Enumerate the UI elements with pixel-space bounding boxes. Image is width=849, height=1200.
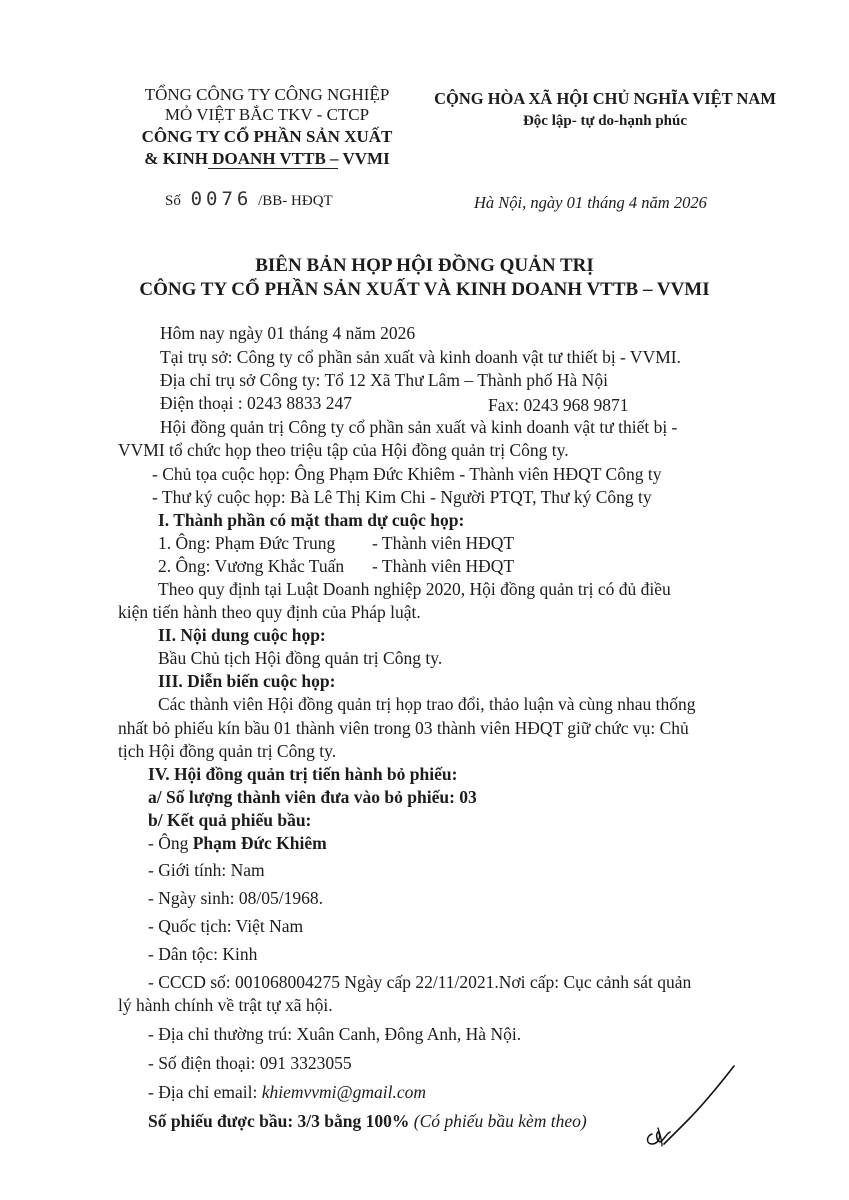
parent-company-line-2: MỎ VIỆT BẮC TKV - CTCP xyxy=(164,105,370,124)
vote-count-line xyxy=(148,1109,587,1133)
company-fax: Fax: 0243 968 9871 xyxy=(488,395,629,415)
vote-member-count: a/ Số lượng thành viên đưa vào bỏ phiếu: 03 xyxy=(148,787,477,807)
meeting-secretary: - Thư ký cuộc họp: Bà Lê Thị Kim Chi - Người PTQT, Thư ký Công ty xyxy=(152,487,652,507)
section-3-heading: III. Diễn biến cuộc họp: xyxy=(158,671,336,691)
handwritten-initial-mark xyxy=(640,1060,750,1150)
member-2-name: 2. Ông: Vương Khắc Tuấn xyxy=(158,556,345,576)
candidate-email-line xyxy=(148,1080,426,1104)
company-name-line-2: & KINH DOANH VTTB – VVMI xyxy=(144,149,390,168)
document-number-prefix: Số xyxy=(165,193,181,209)
candidate-email-label: - Địa chỉ email: xyxy=(148,1082,262,1102)
national-title: CỘNG HÒA XÃ HỘI CHỦ NGHĨA VIỆT NAM xyxy=(434,89,776,108)
meeting-date: Hôm nay ngày 01 tháng 4 năm 2026 xyxy=(160,323,416,343)
vote-results-heading: b/ Kết quả phiếu bầu: xyxy=(148,810,312,830)
convene-statement-line-1: Hội đồng quản trị Công ty cổ phần sản xuất và kinh doanh vật tư thiết bị - xyxy=(160,417,678,437)
candidate-id-line-2: lý hành chính về trật tự xã hội. xyxy=(118,995,333,1015)
place-date: Hà Nội, ngày 01 tháng 4 năm 2026 xyxy=(474,193,707,212)
candidate-birth-date: - Ngày sinh: 08/05/1968. xyxy=(148,888,323,908)
section-3-paragraph-line-2: nhất bỏ phiếu kín bầu 01 thành viên trong 03 thành viên HĐQT giữ chức vụ: Chủ xyxy=(118,718,689,738)
section-2-content: Bầu Chủ tịch Hội đồng quản trị Công ty. xyxy=(158,648,443,668)
candidate-line xyxy=(148,831,327,855)
company-name-underline xyxy=(208,168,338,169)
candidate-id-line-1: - CCCD số: 001068004275 Ngày cấp 22/11/2021.Nơi cấp: Cục cảnh sát quản xyxy=(148,972,692,992)
candidate-name: Phạm Đức Khiêm xyxy=(192,833,327,853)
candidate-prefix: - Ông xyxy=(148,833,193,853)
vote-count-note: (Có phiếu bầu kèm theo) xyxy=(409,1111,587,1131)
document-number-value: 0076 xyxy=(190,188,253,210)
section-3-paragraph-line-1: Các thành viên Hội đồng quản trị họp trao đổi, thảo luận và cùng nhau thống xyxy=(158,694,696,714)
quorum-statement-line-2: kiện tiến hành theo quy định của Pháp luật. xyxy=(118,602,421,622)
candidate-nationality: - Quốc tịch: Việt Nam xyxy=(148,916,304,936)
candidate-phone: - Số điện thoại: 091 3323055 xyxy=(148,1053,352,1073)
convene-statement-line-2: VVMI tổ chức họp theo triệu tập của Hội đồng quản trị Công ty. xyxy=(118,440,569,460)
company-name-line-1: CÔNG TY CỔ PHẦN SẢN XUẤT xyxy=(141,127,393,146)
document-number-suffix: /BB- HĐQT xyxy=(258,193,333,209)
section-1-heading: I. Thành phần có mặt tham dự cuộc họp: xyxy=(158,510,465,530)
national-motto: Độc lập- tự do-hạnh phúc xyxy=(522,113,688,129)
parent-company-line-1: TỔNG CÔNG TY CÔNG NGHIỆP xyxy=(144,85,390,104)
section-4-heading: IV. Hội đồng quản trị tiến hành bỏ phiếu: xyxy=(148,764,458,784)
section-2-heading: II. Nội dung cuộc họp: xyxy=(158,625,326,645)
document-title-line-1: BIÊN BẢN HỌP HỘI ĐỒNG QUẢN TRỊ xyxy=(255,255,594,276)
candidate-ethnicity: - Dân tộc: Kinh xyxy=(148,944,258,964)
vote-count-result: Số phiếu được bầu: 3/3 bằng 100% xyxy=(148,1111,410,1131)
document-title-line-2: CÔNG TY CỔ PHẦN SẢN XUẤT VÀ KINH DOANH VTTB – VVMI xyxy=(139,279,710,300)
meeting-location: Tại trụ sở: Công ty cổ phần sản xuất và kinh doanh vật tư thiết bị - VVMI. xyxy=(160,347,681,367)
candidate-gender: - Giới tính: Nam xyxy=(148,860,265,880)
company-phone: Điện thoại : 0243 8833 247 xyxy=(160,393,352,413)
section-3-paragraph-line-3: tịch Hội đồng quản trị Công ty. xyxy=(118,741,337,761)
quorum-statement-line-1: Theo quy định tại Luật Doanh nghiệp 2020, Hội đồng quản trị có đủ điều xyxy=(158,579,671,599)
member-1-name: 1. Ông: Phạm Đức Trung xyxy=(158,533,336,553)
meeting-chair: - Chủ tọa cuộc họp: Ông Phạm Đức Khiêm - Thành viên HĐQT Công ty xyxy=(152,464,662,484)
company-address: Địa chỉ trụ sở Công ty: Tổ 12 Xã Thư Lâm – Thành phố Hà Nội xyxy=(160,370,608,390)
member-2-role: - Thành viên HĐQT xyxy=(372,556,515,576)
candidate-residence: - Địa chỉ thường trú: Xuân Canh, Đông Anh, Hà Nội. xyxy=(148,1024,522,1044)
candidate-email: khiemvvmi@gmail.com xyxy=(261,1082,427,1102)
member-1-role: - Thành viên HĐQT xyxy=(372,533,515,553)
document-number xyxy=(165,188,333,210)
